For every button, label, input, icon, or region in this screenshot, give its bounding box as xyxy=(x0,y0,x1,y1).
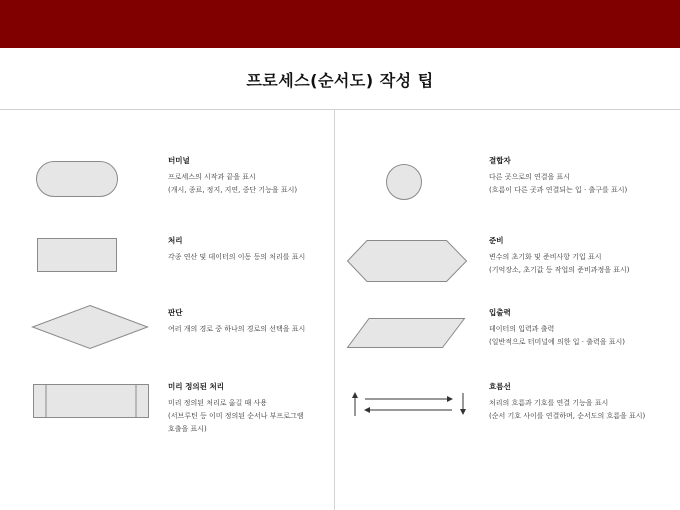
symbol-description: 프로세스의 시작과 끝을 표시 xyxy=(168,173,256,181)
flow-line-shape xyxy=(352,390,468,418)
connector-shape xyxy=(386,164,422,200)
symbol-decision xyxy=(0,302,330,372)
symbol-description: (일반적으로 터미널에 의한 입 · 출력을 표시) xyxy=(489,338,625,346)
symbol-input-output xyxy=(345,302,675,372)
symbol-description: 처리의 흐름과 기호를 연결 기능을 표시 xyxy=(489,399,609,407)
title-divider xyxy=(0,109,680,110)
symbol-connector xyxy=(345,150,675,220)
symbol-description: (서브루틴 등 이미 정의된 순서나 부프로그램 xyxy=(168,412,304,420)
symbol-description: 여러 개의 경로 중 하나의 경로의 선택을 표시 xyxy=(168,325,306,333)
header-banner xyxy=(0,0,680,48)
symbol-name: 준비 xyxy=(489,236,504,245)
symbol-description: (순서 기호 사이를 연결하며, 순서도의 흐름을 표시) xyxy=(489,412,646,420)
symbol-description: 각종 연산 및 데이터의 이동 등의 처리를 표시 xyxy=(168,253,306,261)
symbol-name: 미리 정의된 처리 xyxy=(168,382,224,391)
input-output-shape xyxy=(347,318,465,348)
symbol-process xyxy=(0,230,330,300)
symbol-description: 변수의 초기화 및 준비사항 기입 표시 xyxy=(489,253,602,261)
symbol-name: 흐름선 xyxy=(489,382,511,391)
symbol-description: (개시, 종료, 정지, 지연, 중단 기능을 표시) xyxy=(168,186,298,194)
symbol-name: 판단 xyxy=(168,308,183,317)
symbol-description: (기억장소, 초기값 등 작업의 준비과정을 표시) xyxy=(489,266,630,274)
process-shape xyxy=(37,238,117,272)
symbol-name: 터미널 xyxy=(168,156,190,165)
symbol-description: 데이터의 입력과 출력 xyxy=(489,325,555,333)
decision-shape xyxy=(32,305,148,349)
symbol-name: 입출력 xyxy=(489,308,511,317)
symbol-description: (흐름이 다른 곳과 연결되는 입 · 출구를 표시) xyxy=(489,186,628,194)
preparation-shape xyxy=(347,240,467,282)
predefined-process-shape xyxy=(33,384,149,418)
page-title: 프로세스(순서도) 작성 팁 xyxy=(246,71,434,90)
symbol-flow-line xyxy=(345,376,675,446)
symbol-predefined-process xyxy=(0,376,330,446)
symbol-description: 다른 곳으로의 연결을 표시 xyxy=(489,173,571,181)
symbol-preparation xyxy=(345,230,675,300)
symbol-description: 호출을 표시) xyxy=(168,425,207,433)
symbol-name: 결합자 xyxy=(489,156,511,165)
terminal-shape xyxy=(36,161,118,197)
symbol-description: 미리 정의된 처리로 옮길 때 사용 xyxy=(168,399,268,407)
symbol-terminal xyxy=(0,150,330,220)
symbol-name: 처리 xyxy=(168,236,183,245)
column-divider xyxy=(334,110,335,510)
